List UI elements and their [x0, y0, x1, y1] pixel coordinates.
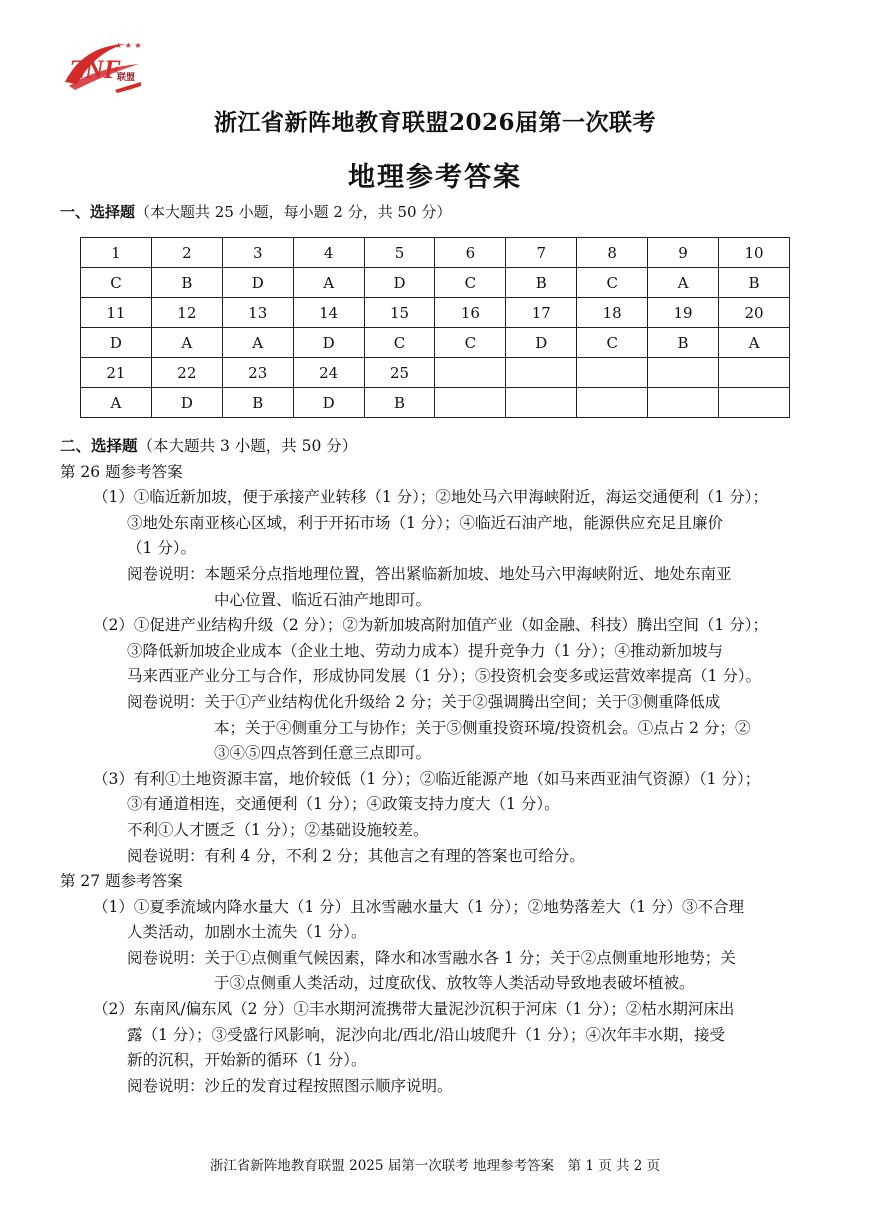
svg-text:ZNF: ZNF: [69, 55, 121, 84]
q27-2-line-c: 新的沉积，开始新的循环（1 分）。: [127, 1051, 367, 1070]
question-number-cell: 8: [577, 238, 648, 268]
question-number-cell: 9: [648, 238, 719, 268]
answer-cell: B: [222, 388, 293, 418]
answer-cell: [506, 388, 577, 418]
page-footer: 浙江省新阵地教育联盟 2025 届第一次联考 地理参考答案 第 1 页 共 2 页: [209, 1158, 661, 1174]
q26-2-line-c: 马来西亚产业分工与合作，形成协同发展（1 分）；⑤投资机会变多或运营效率提高（1 分）。: [127, 667, 762, 686]
answer-cell: A: [222, 328, 293, 358]
question-number-cell: 12: [151, 298, 222, 328]
section-1-heading: [60, 201, 451, 222]
answer-cell: C: [577, 328, 648, 358]
question-number-cell: [719, 358, 790, 388]
q27-1-note-b: 于③点侧重人类活动，过度砍伐、放牧等人类活动导致地表破坏植被。: [214, 974, 695, 993]
answer-cell: A: [293, 268, 364, 298]
q27-1-note-a: 阅卷说明：关于①点侧重气候因素，降水和冰雪融水各 1 分；关于②点侧重地形地势；关: [127, 948, 736, 967]
answer-letter-row: [81, 388, 790, 418]
question-number-cell: 20: [719, 298, 790, 328]
answer-cell: B: [506, 268, 577, 298]
question-number-cell: 19: [648, 298, 719, 328]
question-number-cell: 17: [506, 298, 577, 328]
q26-1-note-b: 中心位置、临近石油产地即可。: [214, 590, 432, 609]
question-number-cell: 3: [222, 238, 293, 268]
question-number-cell: 18: [577, 298, 648, 328]
multiple-choice-answer-table: [80, 237, 790, 418]
exam-title: 浙江省新阵地教育联盟2026届第一次联考: [213, 109, 656, 136]
q26-2-note-b: 本；关于④侧重分工与协作；关于⑤侧重投资环境/投资机会。①点占 2 分；②: [214, 718, 751, 737]
section-2-heading: [60, 433, 820, 460]
question-number-cell: 1: [81, 238, 152, 268]
answer-cell: D: [293, 388, 364, 418]
answer-cell: D: [151, 388, 222, 418]
question-number-cell: 6: [435, 238, 506, 268]
answer-cell: B: [364, 388, 435, 418]
znf-alliance-logo: [55, 38, 145, 94]
q27-2-note-a: 阅卷说明：沙丘的发育过程按照图示顺序说明。: [127, 1076, 453, 1095]
answer-cell: C: [577, 268, 648, 298]
q27-2-line-b: 露（1 分）；③受盛行风影响，泥沙向北/西北/沿山坡爬升（1 分）；④次年丰水期，接受: [127, 1025, 726, 1044]
answer-cell: D: [506, 328, 577, 358]
question-number-row: [81, 298, 790, 328]
q26-1-line-c: （1 分）。: [127, 539, 197, 558]
question-number-row: [81, 358, 790, 388]
answer-body: [60, 433, 820, 1099]
q26-3-line-a: （3）有利①土地资源丰富，地价较低（1 分）；②临近能源产地（如马来西亚油气资源）（1 分）；: [93, 769, 761, 788]
q26-2-line-b: ③降低新加坡企业成本（企业土地、劳动力成本）提升竞争力（1 分）；④推动新加坡与: [127, 641, 724, 660]
question-number-cell: 22: [151, 358, 222, 388]
question-number-cell: 15: [364, 298, 435, 328]
question-number-cell: 13: [222, 298, 293, 328]
answer-cell: C: [435, 268, 506, 298]
answer-cell: B: [648, 328, 719, 358]
section-1-label: 一、选择题: [60, 203, 136, 221]
q26-2-note-a: 阅卷说明：关于①产业结构优化升级给 2 分；关于②强调腾出空间；关于③侧重降低成: [127, 692, 721, 711]
svg-text:★ ★ ★: ★ ★ ★: [115, 41, 142, 50]
answer-cell: C: [435, 328, 506, 358]
answer-cell: D: [81, 328, 152, 358]
answer-cell: D: [364, 268, 435, 298]
question-number-cell: 7: [506, 238, 577, 268]
question-number-cell: 2: [151, 238, 222, 268]
question-number-row: [81, 238, 790, 268]
answer-cell: A: [648, 268, 719, 298]
question-number-cell: 24: [293, 358, 364, 388]
question-number-cell: 16: [435, 298, 506, 328]
q26-3-line-b: ③有通道相连，交通便利（1 分）；④政策支持力度大（1 分）。: [127, 795, 560, 814]
answer-cell: B: [719, 268, 790, 298]
answer-cell: A: [81, 388, 152, 418]
q27-1-line-b: 人类活动，加剧水土流失（1 分）。: [127, 923, 367, 942]
q26-1-line-a: （1）①临近新加坡，便于承接产业转移（1 分）；②地处马六甲海峡附近，海运交通便利（1 分）；: [93, 488, 768, 507]
question-number-cell: [648, 358, 719, 388]
svg-text:联盟: 联盟: [117, 73, 136, 83]
q26-1-note-a: 阅卷说明：本题采分点指地理位置，答出紧临新加坡、地处马六甲海峡附近、地处东南亚: [127, 564, 732, 583]
answer-cell: [648, 388, 719, 418]
question-number-cell: 14: [293, 298, 364, 328]
q26-heading: 第 26 题参考答案: [60, 462, 183, 481]
section-2-label: 二、选择题: [60, 436, 138, 455]
question-number-cell: [577, 358, 648, 388]
section-1-note: （本大题共 25 小题，每小题 2 分，共 50 分）: [135, 203, 452, 221]
answer-cell: [719, 388, 790, 418]
question-number-cell: 25: [364, 358, 435, 388]
answer-cell: C: [81, 268, 152, 298]
znf-logo-icon: [55, 38, 145, 94]
question-number-cell: 11: [81, 298, 152, 328]
answer-cell: C: [364, 328, 435, 358]
answer-letter-row: [81, 328, 790, 358]
answer-cell: [435, 388, 506, 418]
answer-cell: D: [222, 268, 293, 298]
q26-2-line-a: （2）①促进产业结构升级（2 分）；②为新加坡高附加值产业（如金融、科技）腾出空间（1 分）；: [93, 616, 768, 635]
q27-2-line-a: （2）东南风/偏东风（2 分）①丰水期河流携带大量泥沙沉积于河床（1 分）；②枯水期河床出: [93, 1000, 735, 1019]
q26-1-line-b: ③地处东南亚核心区域，利于开拓市场（1 分）；④临近石油产地，能源供应充足且廉价: [127, 513, 724, 532]
section-2-note: （本大题共 3 小题，共 50 分）: [137, 437, 358, 455]
answer-key-title: 地理参考答案: [348, 162, 522, 193]
question-number-cell: 23: [222, 358, 293, 388]
q27-heading: 第 27 题参考答案: [60, 872, 183, 891]
q27-1-line-a: （1）①夏季流域内降水量大（1 分）且冰雪融水量大（1 分）；②地势落差大（1 分）③不合理: [93, 897, 744, 916]
question-number-cell: [506, 358, 577, 388]
question-number-cell: 4: [293, 238, 364, 268]
answer-cell: [577, 388, 648, 418]
question-number-cell: 10: [719, 238, 790, 268]
answer-cell: D: [293, 328, 364, 358]
answer-cell: B: [151, 268, 222, 298]
q26-3-note-a: 阅卷说明：有利 4 分，不利 2 分；其他言之有理的答案也可给分。: [127, 846, 585, 865]
question-number-cell: 21: [81, 358, 152, 388]
question-number-cell: 5: [364, 238, 435, 268]
question-number-cell: [435, 358, 506, 388]
q26-3-line-c: 不利①人才匮乏（1 分）；②基础设施较差。: [127, 820, 429, 839]
q26-2-note-c: ③④⑤四点答到任意三点即可。: [214, 744, 432, 763]
answer-letter-row: [81, 268, 790, 298]
answer-cell: A: [719, 328, 790, 358]
answer-cell: A: [151, 328, 222, 358]
